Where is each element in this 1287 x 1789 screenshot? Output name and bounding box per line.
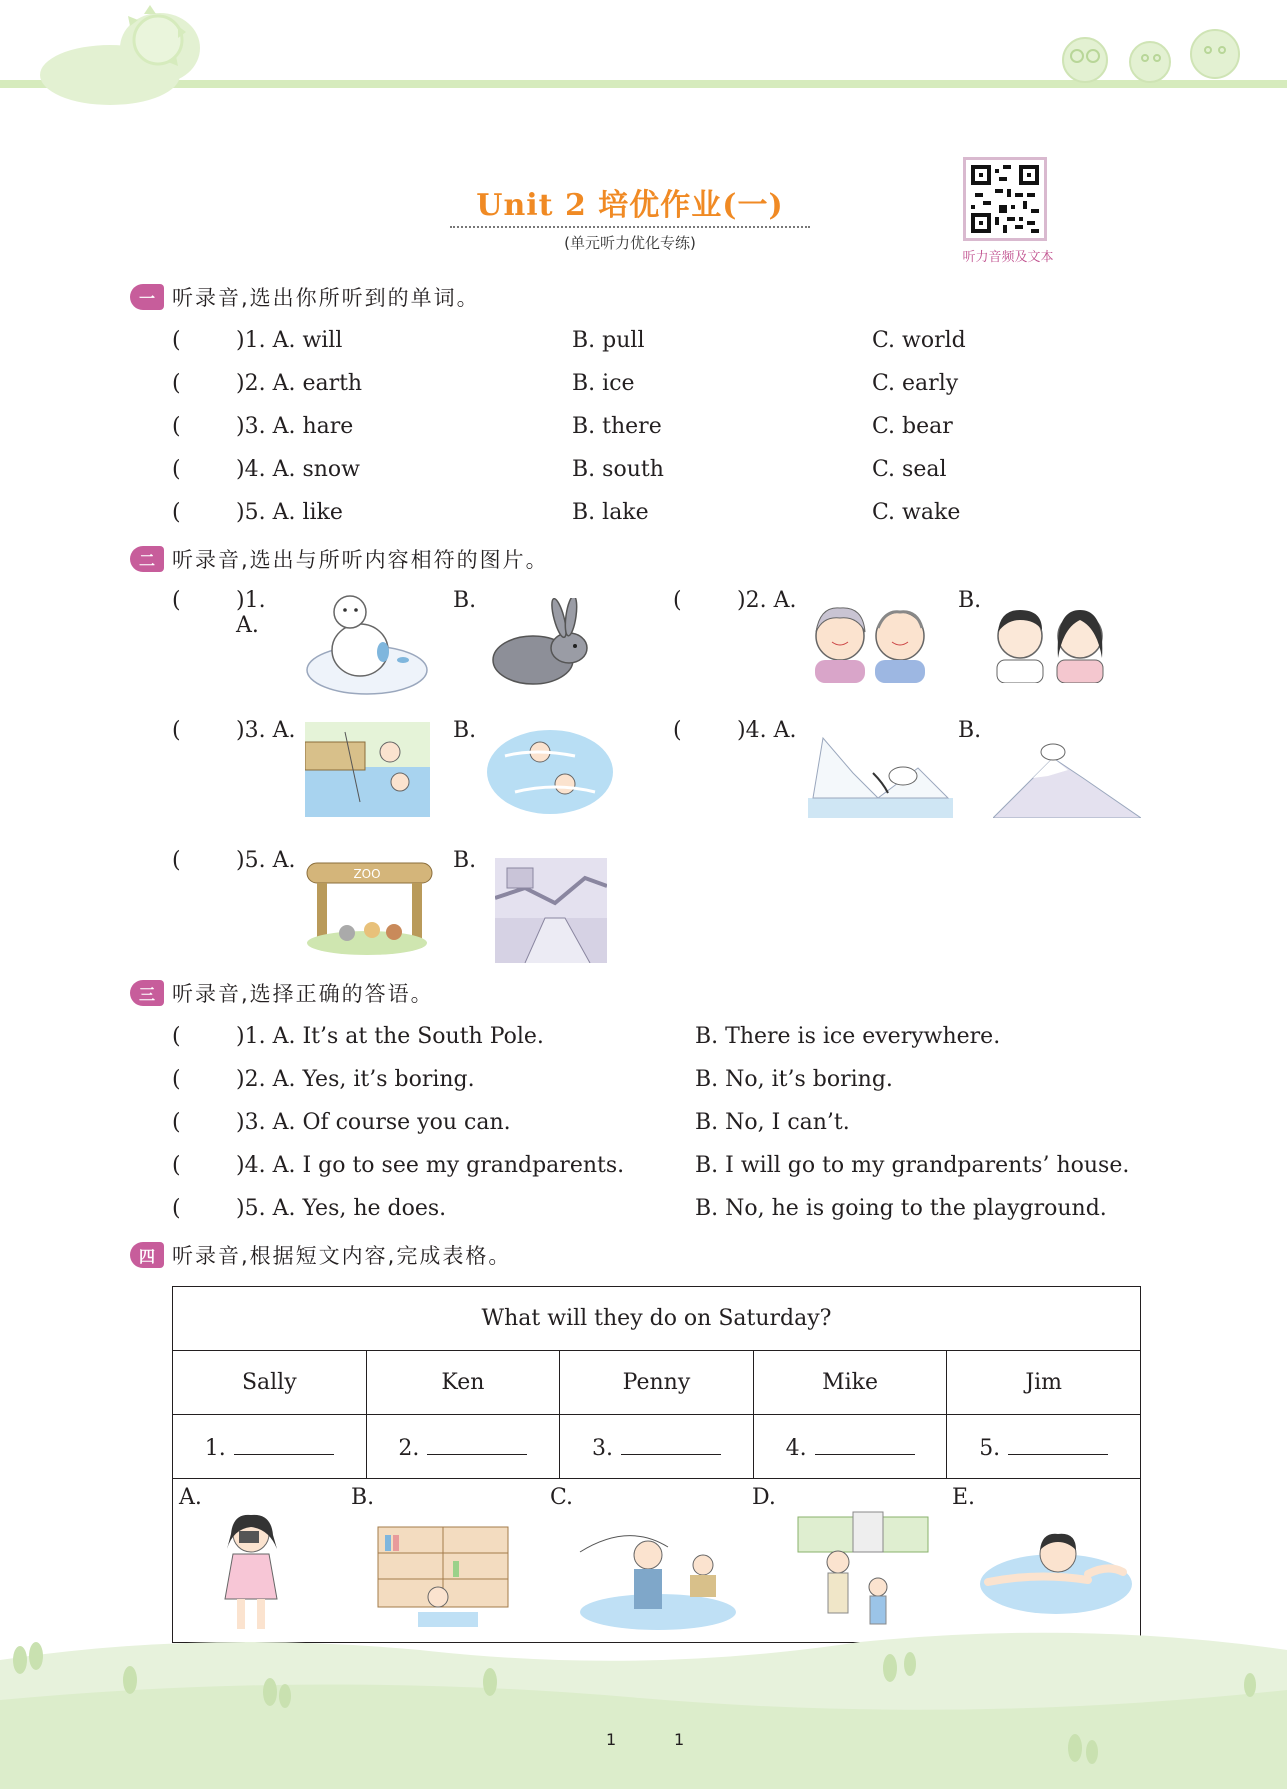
polar-bear-on-iceberg-picture[interactable] [808, 728, 953, 818]
name-cell: Jim [947, 1351, 1141, 1415]
name-cell: Penny [560, 1351, 754, 1415]
page-title: Unit 2 培优作业(一) [476, 188, 784, 223]
response-option-a: )2. A. Yes, it’s boring. [236, 1067, 475, 1092]
page-number-left: 1 [606, 1730, 617, 1749]
question-label-a: )4. A. [737, 718, 797, 743]
section3-heading [130, 978, 434, 1008]
name-cell: Mike [753, 1351, 947, 1415]
section3-instruction: 听录音,选择正确的答语。 [172, 982, 434, 1006]
response-option-a: )1. A. It’s at the South Pole. [236, 1024, 544, 1049]
rabbit-picture[interactable] [485, 598, 595, 693]
answer-blank[interactable] [621, 1433, 721, 1455]
response-option-a: )3. A. Of course you can. [236, 1110, 511, 1135]
question-label-a: )3. A. [236, 718, 296, 743]
question-option-c: C. wake [872, 500, 961, 525]
answer-bracket[interactable]: ( [172, 500, 181, 525]
reading-in-library-picture[interactable] [373, 1517, 513, 1632]
answer-cell [947, 1415, 1141, 1479]
going-fishing-picture[interactable] [578, 1517, 738, 1632]
answer-blank[interactable] [1008, 1433, 1108, 1455]
response-option-b: B. No, he is going to the playground. [695, 1196, 1107, 1221]
blank-number: 3. [591, 1435, 613, 1461]
question-option-a: )4. A. snow [236, 457, 360, 482]
grandparents-picture[interactable] [805, 598, 935, 683]
title-block [430, 180, 830, 253]
question-option-b: B. there [572, 414, 662, 439]
saturday-plans-table [172, 1286, 1141, 1643]
option-letter: B. [351, 1485, 375, 1510]
page-subtitle: (单元听力优化专练) [564, 234, 696, 252]
blank-number: 4. [785, 1435, 807, 1461]
answer-blank[interactable] [234, 1433, 334, 1455]
question-option-c: C. bear [872, 414, 953, 439]
taking-photos-picture[interactable] [211, 1509, 291, 1637]
answer-bracket[interactable]: ( [172, 1110, 181, 1135]
response-option-a: )4. A. I go to see my grandparents. [236, 1153, 625, 1178]
section1-instruction: 听录音,选出你所听到的单词。 [172, 286, 480, 310]
option-letter: E. [952, 1485, 976, 1510]
question-label-a: )2. A. [737, 588, 797, 613]
polar-bear-on-mountain-picture[interactable] [993, 728, 1141, 818]
response-option-a: )5. A. Yes, he does. [236, 1196, 447, 1221]
qr-code[interactable] [963, 157, 1047, 241]
question-option-c: C. world [872, 328, 966, 353]
answer-cell [560, 1415, 754, 1479]
question-label-b: B. [453, 718, 477, 743]
response-option-b: B. I will go to my grandparents’ house. [695, 1153, 1130, 1178]
swimming-boy-picture[interactable] [978, 1524, 1133, 1624]
great-wall-picture[interactable] [495, 858, 607, 963]
question-label-b: B. [958, 718, 982, 743]
option-letter: D. [752, 1485, 776, 1510]
answer-bracket[interactable]: ( [172, 371, 181, 396]
polar-bear-on-ice-picture[interactable] [305, 590, 430, 695]
page-number-right: 1 [674, 1730, 685, 1749]
question-option-b: B. pull [572, 328, 645, 353]
table-title: What will they do on Saturday? [173, 1287, 1141, 1351]
parents-picture[interactable] [985, 598, 1115, 683]
footer-decoration [0, 1620, 1287, 1789]
option-letter: A. [179, 1485, 202, 1510]
question-label-b: B. [453, 588, 477, 613]
header-decoration [0, 0, 1287, 120]
question-option-c: C. early [872, 371, 959, 396]
answer-blank[interactable] [815, 1433, 915, 1455]
section4-instruction: 听录音,根据短文内容,完成表格。 [172, 1244, 512, 1268]
section1-badge: 一 [130, 284, 164, 310]
answer-bracket[interactable]: ( [172, 588, 181, 613]
zoo-picture[interactable] [302, 858, 437, 958]
blank-number: 5. [979, 1435, 1001, 1461]
answer-bracket[interactable]: ( [172, 1153, 181, 1178]
question-label-b: B. [958, 588, 982, 613]
answer-bracket[interactable]: ( [172, 848, 181, 873]
section3-badge: 三 [130, 980, 164, 1006]
section1-heading [130, 282, 480, 312]
section2-heading [130, 544, 549, 574]
svg-text:ZOO: ZOO [353, 867, 381, 881]
section2-instruction: 听录音,选出与所听内容相符的图片。 [172, 548, 549, 572]
response-option-b: B. No, it’s boring. [695, 1067, 893, 1092]
response-option-b: B. No, I can’t. [695, 1110, 850, 1135]
blank-number: 2. [398, 1435, 420, 1461]
answer-blank[interactable] [427, 1433, 527, 1455]
response-option-b: B. There is ice everywhere. [695, 1024, 1001, 1049]
answer-cell [366, 1415, 560, 1479]
answer-bracket[interactable]: ( [673, 718, 682, 743]
name-cell: Ken [366, 1351, 560, 1415]
question-option-a: )1. A. will [236, 328, 343, 353]
options-cell [173, 1479, 1141, 1643]
qr-code-icon [971, 165, 1039, 233]
name-cell: Sally [173, 1351, 367, 1415]
question-label-a: )1. A. [236, 588, 266, 638]
question-label-b: B. [453, 848, 477, 873]
answer-bracket[interactable]: ( [172, 1196, 181, 1221]
question-option-b: B. lake [572, 500, 649, 525]
answer-bracket[interactable]: ( [172, 328, 181, 353]
qr-caption: 听力音频及文本 [962, 250, 1054, 265]
blank-number: 1. [204, 1435, 226, 1461]
answer-bracket[interactable]: ( [172, 718, 181, 743]
section2-badge: 二 [130, 546, 164, 572]
going-to-park-picture[interactable] [793, 1507, 933, 1637]
answer-cell [173, 1415, 367, 1479]
answer-bracket[interactable]: ( [172, 1024, 181, 1049]
question-option-b: B. ice [572, 371, 635, 396]
swimming-picture[interactable] [485, 722, 615, 817]
question-option-c: C. seal [872, 457, 947, 482]
question-label-a: )5. A. [236, 848, 296, 873]
section4-badge: 四 [130, 1242, 164, 1268]
question-option-a: )3. A. hare [236, 414, 354, 439]
answer-bracket[interactable]: ( [673, 588, 682, 613]
answer-bracket[interactable]: ( [172, 414, 181, 439]
fishing-at-lake-picture[interactable] [305, 722, 430, 817]
question-option-b: B. south [572, 457, 664, 482]
question-option-a: )5. A. like [236, 500, 343, 525]
answer-bracket[interactable]: ( [172, 457, 181, 482]
title-divider [450, 226, 810, 228]
answer-bracket[interactable]: ( [172, 1067, 181, 1092]
answer-cell [753, 1415, 947, 1479]
option-letter: C. [550, 1485, 574, 1510]
question-option-a: )2. A. earth [236, 371, 363, 396]
section4-heading [130, 1240, 511, 1270]
